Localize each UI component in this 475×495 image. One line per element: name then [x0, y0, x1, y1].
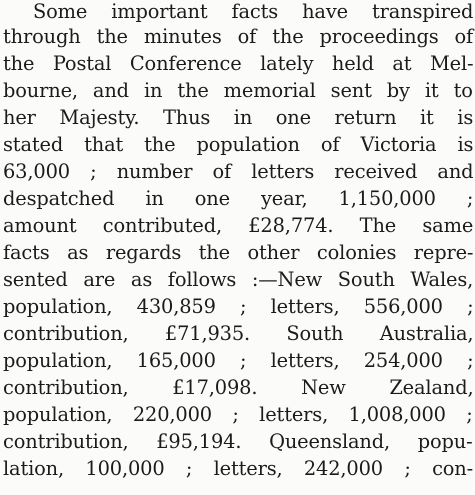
text-line-4: bourne, and in the memorial sent by it to [3, 79, 473, 102]
text-line-12: population, 430,859 ; letters, 556,000 ; [3, 295, 474, 318]
text-line-13: contribution, £71,935. South Australia, [3, 322, 474, 345]
text-line-11: sented are as follows :—New South Wales, [3, 268, 474, 291]
text-line-15: contribution, £17,098. New Zealand, [3, 376, 474, 399]
text-line-2: through the minutes of the proceedings of [3, 25, 474, 48]
text-line-9: amount contributed, £28,774. The same [3, 214, 474, 237]
text-line-17: contribution, £95,194. Queensland, popu- [3, 430, 473, 453]
text-line-18: lation, 100,000 ; letters, 242,000 ; con- [3, 457, 474, 480]
text-line-14: population, 165,000 ; letters, 254,000 ; [3, 349, 474, 372]
text-line-16: population, 220,000 ; letters, 1,008,000 ; [3, 403, 473, 426]
text-line-3: the Postal Conference lately held at Mel- [3, 52, 474, 75]
text-line-10: facts as regards the other colonies repre- [3, 241, 474, 264]
text-line-7: 63,000 ; number of letters received and [3, 160, 474, 183]
text-line-5: her Majesty. Thus in one return it is [3, 106, 474, 129]
text-line-1: Some important facts have transpired [33, 0, 474, 23]
text-line-8: despatched in one year, 1,150,000 ; [3, 187, 474, 210]
text-line-6: stated that the population of Victoria is [3, 133, 474, 156]
